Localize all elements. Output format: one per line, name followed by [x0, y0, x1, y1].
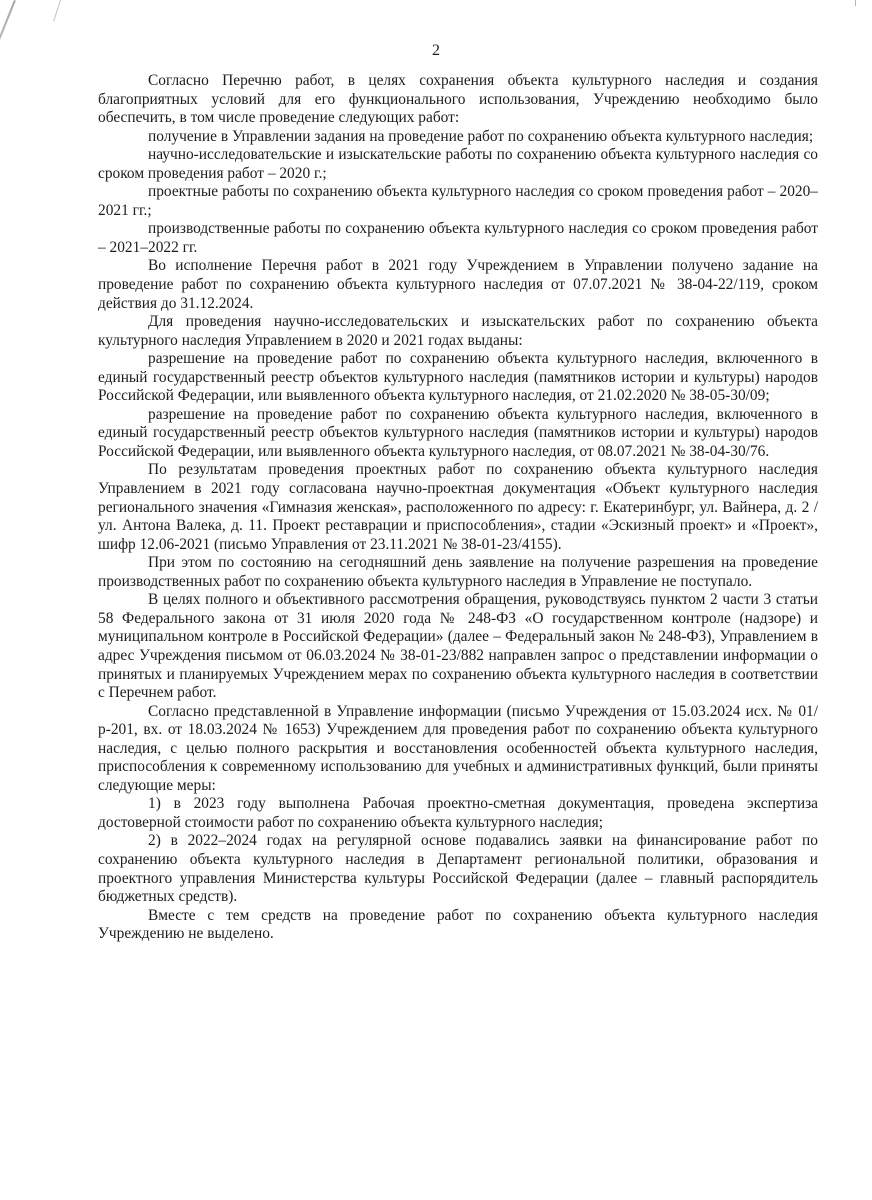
- paragraph: В целях полного и объективного рассмотрения обращения, руководствуясь пунктом 2 части 3 статьи 58 Федерального закона от 31 июля 2020 года № 248-ФЗ «О государственном контроле (надзоре) и муниципальном контроле в Российской Федерации» (далее – Федеральный закон № 248-ФЗ), Управлением в адрес Учреждения письмом от 06.03.2024 № 38-01-23/882 направлен запрос о представлении информации о принятых и планируемых Учреждением мерах по сохранению объекта культурного наследия в соответствии с Перечнем работ.: [98, 591, 818, 702]
- scan-edge-mark: [0, 0, 16, 177]
- paragraph: При этом по состоянию на сегодняшний день заявление на получение разрешения на проведение производственных работ по сохранению объекта культурного наследия в Управление не поступало.: [98, 554, 818, 590]
- list-item-paragraph: получение в Управлении задания на проведение работ по сохранению объекта культурного наследия;: [148, 127, 814, 145]
- scan-corner-mark: [855, 0, 864, 6]
- scan-edge-mark-secondary: [53, 0, 61, 21]
- paragraph: Для проведения научно-исследовательских и изыскательских работ по сохранению объекта культурного наследия Управлением в 2020 и 2021 годах выданы:: [98, 313, 818, 349]
- document-body: [98, 72, 818, 944]
- paragraph: По результатам проведения проектных работ по сохранению объекта культурного наследия Управлением в 2021 году согласована научно-проектная документация «Объект культурного наследия регионального значения «Гимназия женская», расположенного по адресу: г. Екатеринбург, ул. Вайнера, д. 2 / ул. Антона Валека, д. 11. Проект реставрации и приспособления», стадии «Эскизный проект» и «Проект», шифр 12.06-2021 (письмо Управления от 23.11.2021 № 38-01-23/4155).: [98, 461, 818, 553]
- list-item-paragraph: разрешение на проведение работ по сохранению объекта культурного наследия, включенного в единый государственный реестр объектов культурного наследия (памятников истории и культуры) народов Российской Федерации, или выявленного объекта культурного наследия, от 21.02.2020 № 38-05-30/09;: [98, 350, 818, 405]
- list-item-paragraph: производственные работы по сохранению объекта культурного наследия со сроком проведения работ – 2021–2022 гг.: [98, 220, 818, 256]
- list-item-paragraph: проектные работы по сохранению объекта культурного наследия со сроком проведения работ – 2020–2021 гг.;: [98, 183, 818, 219]
- paragraph: Во исполнение Перечня работ в 2021 году Учреждением в Управлении получено задание на проведение работ по сохранению объекта культурного наследия от 07.07.2021 № 38-04-22/119, сроком действия до 31.12.2024.: [98, 257, 818, 312]
- list-item-paragraph: 1) в 2023 году выполнена Рабочая проектно-сметная документация, проведена экспертиза достоверной стоимости работ по сохранению объекта культурного наследия;: [98, 795, 818, 831]
- list-item-paragraph: 2) в 2022–2024 годах на регулярной основе подавались заявки на финансирование работ по сохранению объекта культурного наследия в Департамент региональной политики, образования и проектного управления Министерства культуры Российской Федерации (далее – главный распорядитель бюджетных средств).: [98, 832, 818, 906]
- list-item-paragraph: разрешение на проведение работ по сохранению объекта культурного наследия, включенного в единый государственный реестр объектов культурного наследия (памятников истории и культуры) народов Российской Федерации, или выявленного объекта культурного наследия, от 08.07.2021 № 38-04-30/76.: [98, 405, 818, 460]
- page-number: 2: [432, 42, 440, 59]
- list-item-paragraph: научно-исследовательские и изыскательские работы по сохранению объекта культурного наследия со сроком проведения работ – 2020 г.;: [98, 146, 818, 182]
- paragraph: Согласно Перечню работ, в целях сохранения объекта культурного наследия и создания благоприятных условий для его функционального использования, Учреждению необходимо было обеспечить, в том числе проведение следующих работ:: [98, 72, 818, 127]
- paragraph: Согласно представленной в Управление информации (письмо Учреждения от 15.03.2024 исх. № 01/р-201, вх. от 18.03.2024 № 1653) Учреждением для проведения работ по сохранению объекта культурного наследия, с целью полного раскрытия и восстановления особенностей объекта культурного наследия, приспособления к современному использованию для учебных и административных функций, были приняты следующие меры:: [98, 702, 818, 794]
- paragraph: Вместе с тем средств на проведение работ по сохранению объекта культурного наследия Учреждению не выделено.: [98, 906, 818, 943]
